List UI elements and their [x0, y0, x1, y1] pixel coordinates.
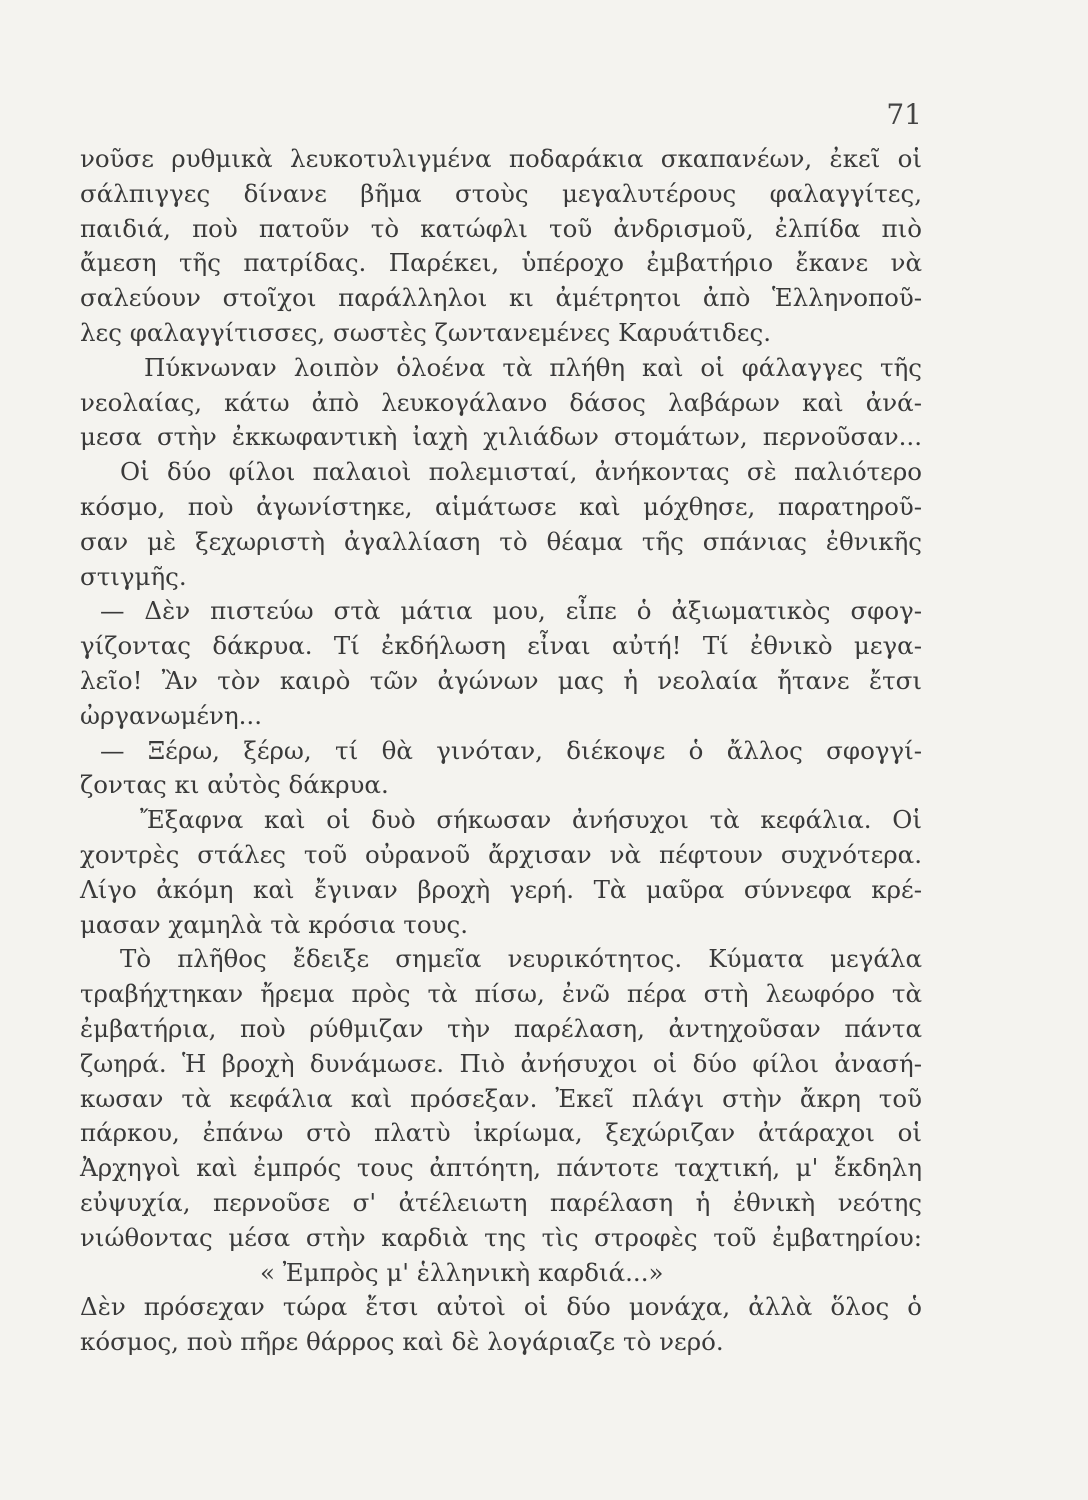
- text-line: κόσμος, ποὺ πῆρε θάρρος καὶ δὲ λογάριαζε τὸ νερό.: [80, 1327, 724, 1357]
- text-line: Λίγο ἀκόμη καὶ ἔγιναν βροχὴ γερή. Τὰ μαῦρα σύννεφα κρέ-: [80, 874, 922, 904]
- text-line: χοντρὲς στάλες τοῦ οὐρανοῦ ἄρχισαν νὰ πέφτουν συχνότερα.: [80, 839, 922, 869]
- text-line: νεολαίας, κάτω ἀπὸ λευκογάλανο δάσος λαβάρων καὶ ἀνά-: [80, 387, 922, 417]
- page-number: 71: [886, 98, 922, 131]
- text-line: κωσαν τὰ κεφάλια καὶ πρόσεξαν. Ἐκεῖ πλάγι στὴν ἄκρη τοῦ: [80, 1083, 922, 1113]
- text-line: Ἀρχηγοὶ καὶ ἐμπρός τους ἀπτόητη, πάντοτε ταχτική, μ' ἔκδηλη: [80, 1153, 922, 1183]
- text-line: γίζοντας δάκρυα. Τί ἐκδήλωση εἶναι αὐτή! Τί ἐθνικὸ μεγα-: [80, 631, 922, 661]
- text-line: λεῖο! Ἂν τὸν καιρὸ τῶν ἀγώνων μας ἡ νεολαία ἤτανε ἔτσι: [80, 665, 922, 695]
- text-line: πάρκου, ἐπάνω στὸ πλατὺ ἰκρίωμα, ξεχώριζαν ἀτάραχοι οἱ: [80, 1118, 922, 1148]
- text-line: εὐψυχία, περνοῦσε σ' ἀτέλειωτη παρέλαση ἡ ἐθνικὴ νεότης: [80, 1187, 922, 1217]
- text-line: ζωηρά. Ἡ βροχὴ δυνάμωσε. Πιὸ ἀνήσυχοι οἱ δύο φίλοι ἀνασή-: [80, 1048, 922, 1078]
- text-line: παιδιά, ποὺ πατοῦν τὸ κατώφλι τοῦ ἀνδρισμοῦ, ἐλπίδα πιὸ: [80, 213, 922, 243]
- text-line: στιγμῆς.: [80, 561, 187, 591]
- paragraph-start-line: Ἔξαφνα καὶ οἱ δυὸ σήκωσαν ἀνήσυχοι τὰ κεφάλια. Οἱ: [140, 805, 922, 835]
- text-line: Δὲν πρόσεχαν τώρα ἔτσι αὐτοὶ οἱ δύο μονάχα, ἀλλὰ ὅλος ὁ: [80, 1292, 922, 1322]
- text-line: ἄμεση τῆς πατρίδας. Παρέκει, ὑπέροχο ἐμβατήριο ἔκανε νὰ: [80, 248, 922, 278]
- paragraph-start-line: Πύκνωναν λοιπὸν ὁλοένα τὰ πλήθη καὶ οἱ φάλαγγες τῆς: [144, 352, 922, 382]
- text-line: σάλπιγγες δίνανε βῆμα στοὺς μεγαλυτέρους φαλαγγίτες,: [80, 178, 922, 208]
- text-line: μασαν χαμηλὰ τὰ κρόσια τους.: [80, 909, 468, 939]
- dialogue-line: — Ξέρω, ξέρω, τί θὰ γινόταν, διέκοψε ὁ ἄλλος σφογγί-: [100, 735, 922, 765]
- text-line: νοῦσε ρυθμικὰ λευκοτυλιγμένα ποδαράκια σκαπανέων, ἐκεῖ οἱ: [80, 144, 922, 173]
- text-line: σαλεύουν στοῖχοι παράλληλοι κι ἀμέτρητοι ἀπὸ Ἑλληνοποῦ-: [80, 283, 922, 313]
- text-line: λες φαλαγγίτισσες, σωστὲς ζωντανεμένες Καρυάτιδες.: [80, 317, 771, 347]
- body-text: [80, 142, 922, 1360]
- paragraph-start-line: Οἱ δύο φίλοι παλαιοὶ πολεμισταί, ἀνήκοντας σὲ παλιότερο: [120, 457, 922, 487]
- paragraph-start-line: Τὸ πλῆθος ἔδειξε σημεῖα νευρικότητος. Κύματα μεγάλα: [120, 944, 922, 974]
- text-line: τραβήχτηκαν ἤρεμα πρὸς τὰ πίσω, ἐνῶ πέρα στὴ λεωφόρο τὰ: [80, 979, 922, 1009]
- text-line: μεσα στὴν ἐκκωφαντικὴ ἰαχὴ χιλιάδων στομάτων, περνοῦσαν...: [80, 422, 922, 452]
- text-line: ἐμβατήρια, ποὺ ρύθμιζαν τὴν παρέλαση, ἀντηχοῦσαν πάντα: [80, 1013, 922, 1043]
- text-line: ζοντας κι αὐτὸς δάκρυα.: [80, 770, 389, 800]
- text-line: νιώθοντας μέσα στὴν καρδιὰ της τὶς στροφὲς τοῦ ἐμβατηρίου:: [80, 1222, 922, 1252]
- dialogue-line: — Δὲν πιστεύω στὰ μάτια μου, εἶπε ὁ ἀξιωματικὸς σφογ-: [100, 596, 922, 626]
- text-line: κόσμο, ποὺ ἀγωνίστηκε, αἱμάτωσε καὶ μόχθησε, παρατηροῦ-: [80, 491, 922, 521]
- text-line: ὠργανωμένη...: [80, 700, 262, 730]
- quoted-line: « Ἐμπρὸς μ' ἑλληνικὴ καρδιά...»: [260, 1257, 664, 1287]
- text-line: σαν μὲ ξεχωριστὴ ἀγαλλίαση τὸ θέαμα τῆς σπάνιας ἐθνικῆς: [80, 526, 922, 556]
